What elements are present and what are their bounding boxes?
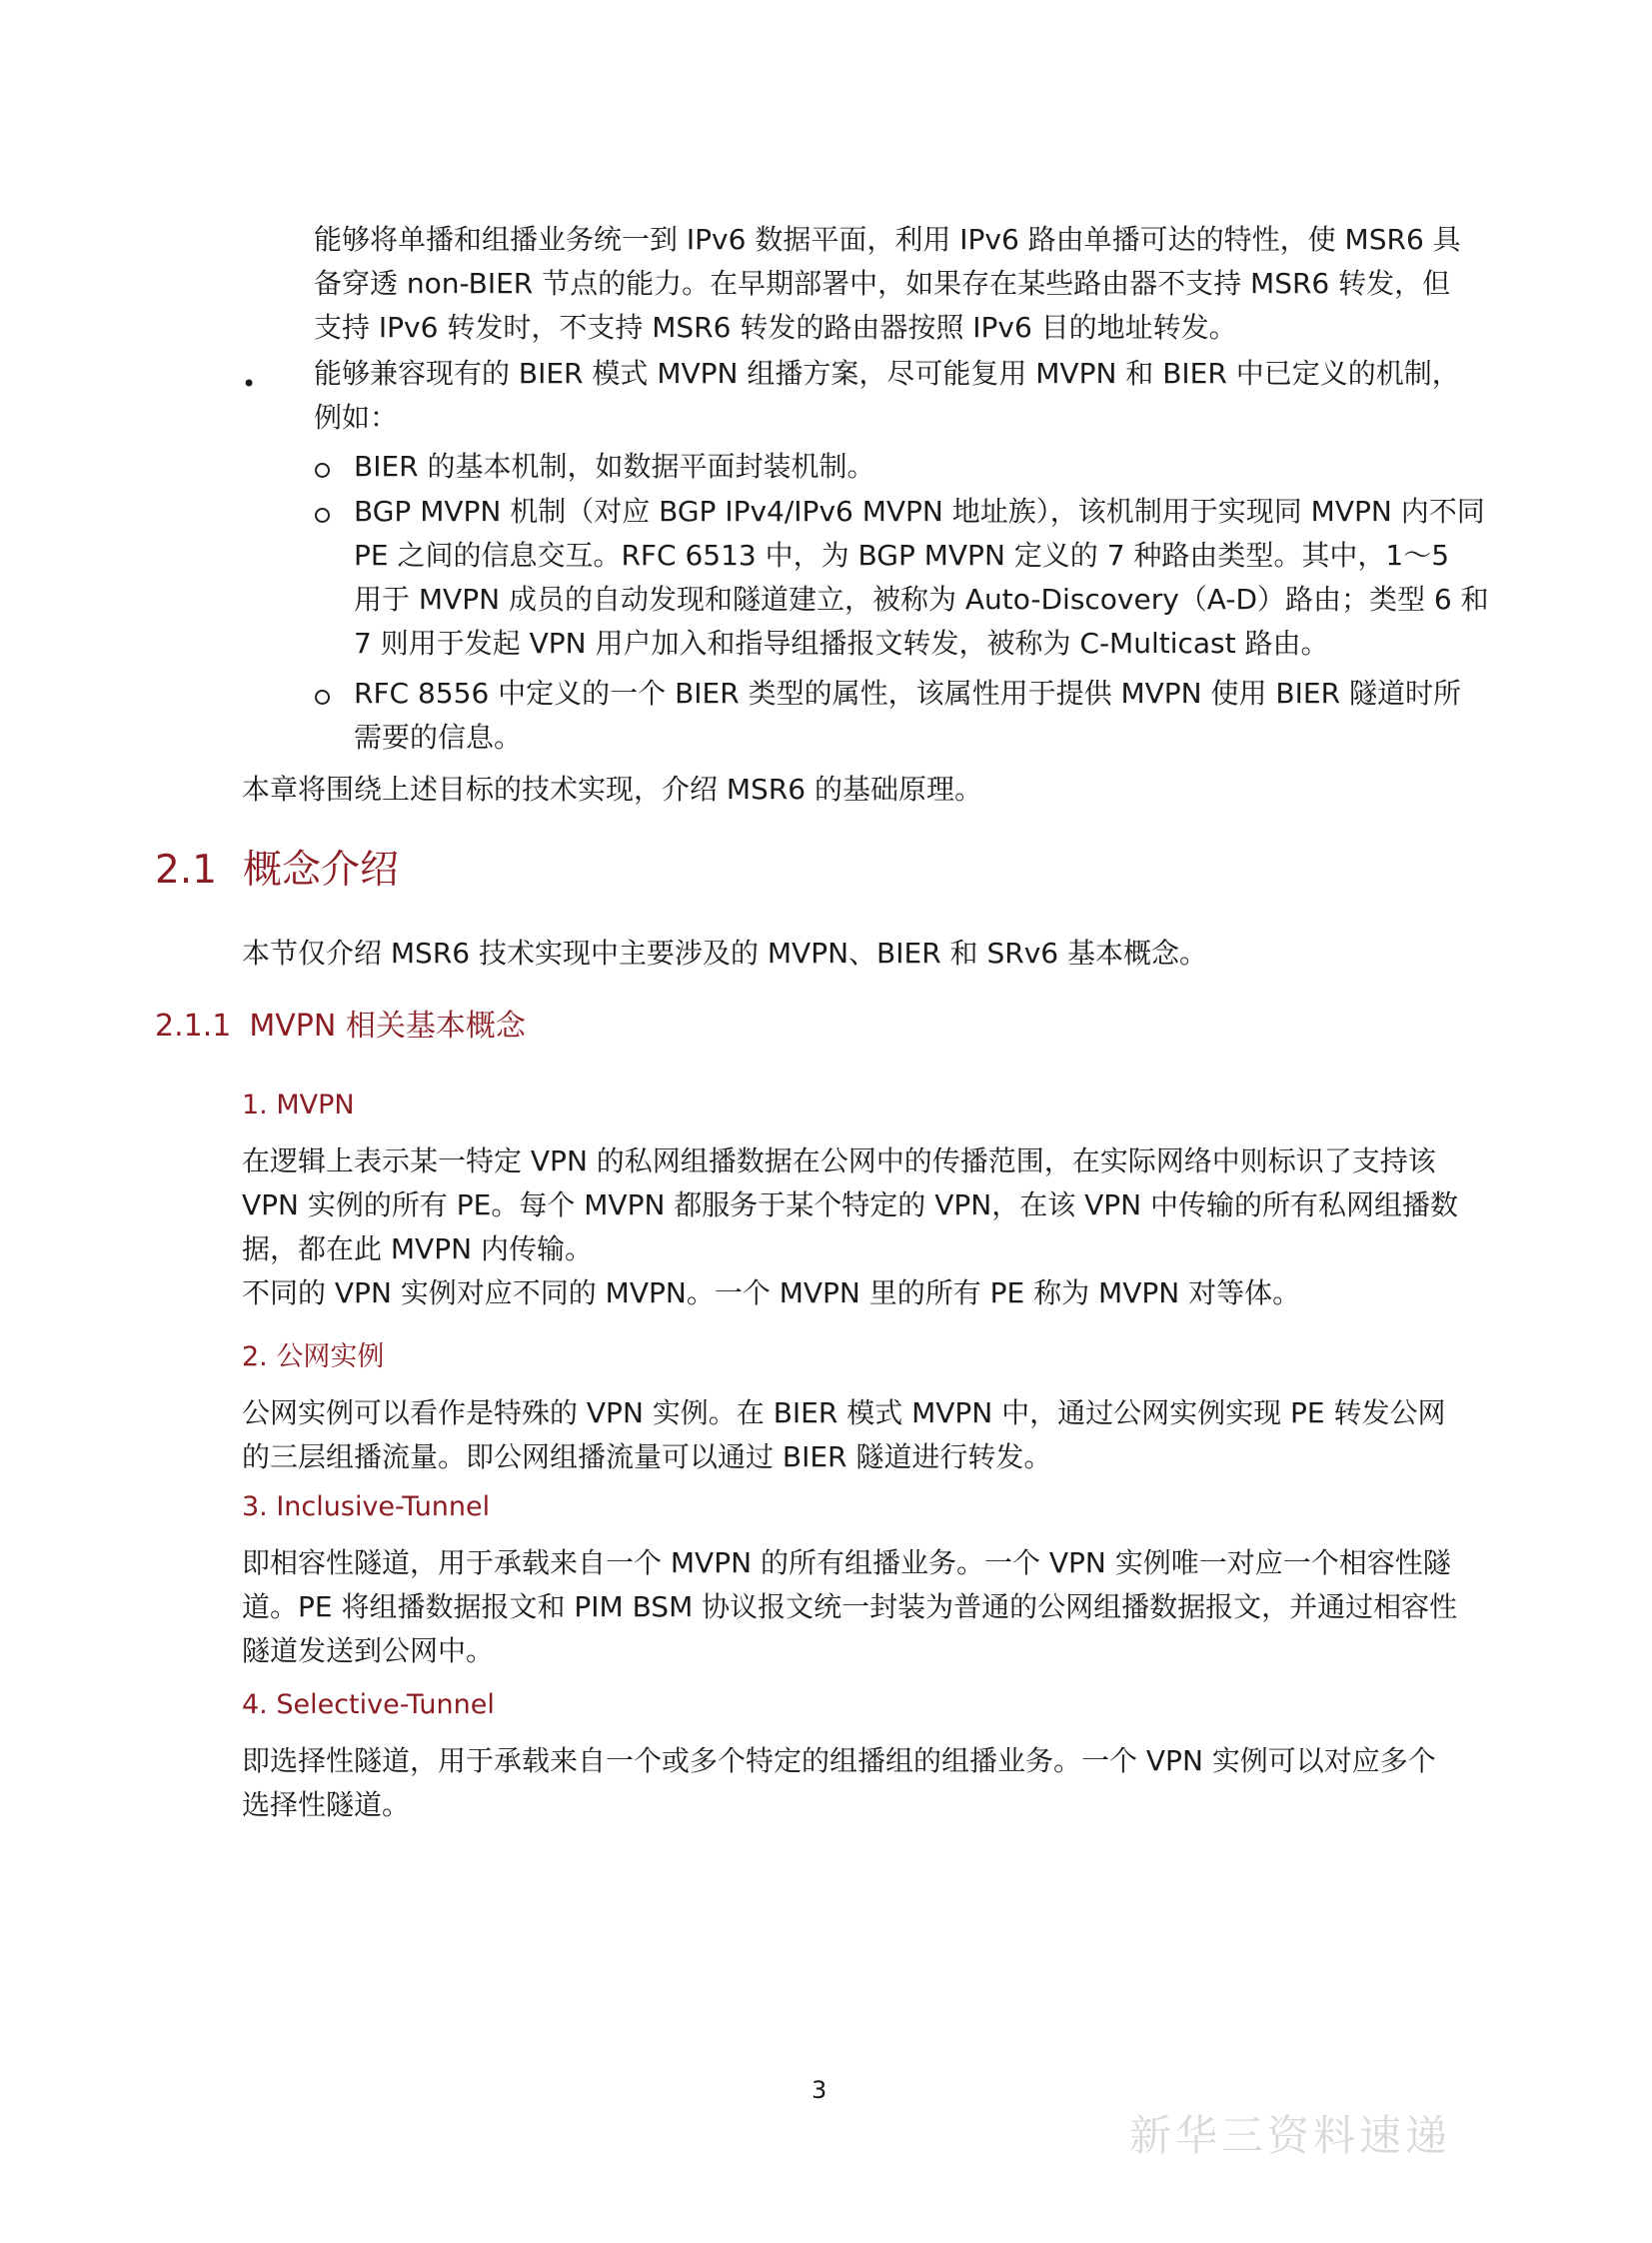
text-line: 的三层组播流量。即公网组播流量可以通过 BIER 隧道进行转发。 — [242, 1440, 1052, 1473]
text-line: 据，都在此 MVPN 内传输。 — [242, 1232, 593, 1265]
watermark: 新华三资料速递 — [1129, 2111, 1452, 2160]
text-line: 即选择性隧道，用于承载来自一个或多个特定的组播组的组播业务。一个 VPN 实例可以对应多个 — [242, 1744, 1436, 1777]
section-number: 2.1 — [155, 848, 218, 893]
section-intro: 本节仅介绍 MSR6 技术实现中主要涉及的 MVPN、BIER 和 SRv6 基本概念。 — [242, 937, 1207, 970]
concept-heading: 3. Inclusive-Tunnel — [242, 1491, 491, 1522]
concept-paragraph — [242, 1739, 1436, 1827]
chapter-summary: 本章将围绕上述目标的技术实现，介绍 MSR6 的基础原理。 — [242, 773, 983, 806]
sub-item — [354, 445, 875, 489]
text-line: RFC 8556 中定义的一个 BIER 类型的属性，该属性用于提供 MVPN 使用 BIER 隧道时所 — [354, 677, 1461, 710]
sub-item — [354, 672, 1461, 760]
subsection-number: 2.1.1 — [155, 1009, 232, 1044]
text-line: 例如： — [314, 401, 399, 434]
text-line: 不同的 VPN 实例对应不同的 MVPN。一个 MVPN 里的所有 PE 称为 MVPN 对等体。 — [242, 1276, 1301, 1309]
text-line: BIER 的基本机制，如数据平面封装机制。 — [354, 450, 875, 483]
subsection-title: MVPN 相关基本概念 — [249, 1009, 526, 1044]
text-line: 支持 IPv6 转发时，不支持 MSR6 转发的路由器按照 IPv6 目的地址转发。 — [314, 311, 1237, 344]
text-line: BGP MVPN 机制（对应 BGP IPv4/IPv6 MVPN 地址族），该机制用于实现同 MVPN 内不同 — [354, 495, 1485, 528]
circle-bullet-icon — [315, 463, 330, 478]
circle-bullet-icon — [315, 508, 330, 523]
concept-heading: 2. 公网实例 — [242, 1341, 385, 1372]
bullet-marker: • — [242, 370, 257, 398]
text-line: 备穿透 non-BIER 节点的能力。在早期部署中，如果存在某些路由器不支持 MSR6 转发，但 — [314, 267, 1451, 300]
text-line: 隧道发送到公网中。 — [242, 1634, 495, 1667]
sub-item — [354, 490, 1489, 666]
bullet-item — [314, 352, 1460, 440]
text-line: 选择性隧道。 — [242, 1788, 411, 1821]
concept-paragraph — [242, 1271, 1300, 1315]
text-line: 公网实例可以看作是特殊的 VPN 实例。在 BIER 模式 MVPN 中，通过公网实例实现 PE 转发公网 — [242, 1396, 1446, 1429]
intro-paragraph — [314, 218, 1461, 350]
circle-bullet-icon — [315, 690, 330, 705]
concept-paragraph — [242, 1541, 1457, 1673]
text-line: VPN 实例的所有 PE。每个 MVPN 都服务于某个特定的 VPN，在该 VPN 中传输的所有私网组播数 — [242, 1188, 1458, 1221]
subsection-heading — [155, 1007, 526, 1047]
section-title: 概念介绍 — [243, 848, 400, 893]
concept-paragraph — [242, 1391, 1446, 1479]
concept-paragraph — [242, 1139, 1458, 1271]
text-line: 能够将单播和组播业务统一到 IPv6 数据平面，利用 IPv6 路由单播可达的特性，使 MSR6 具 — [314, 223, 1461, 256]
text-line: 即相容性隧道，用于承载来自一个 MVPN 的所有组播业务。一个 VPN 实例唯一对应一个相容性隧 — [242, 1546, 1451, 1579]
text-line: 用于 MVPN 成员的自动发现和隧道建立，被称为 Auto-Discovery（A-D）路由；类型 6 和 — [354, 583, 1489, 616]
text-line: 需要的信息。 — [354, 721, 523, 754]
text-line: PE 之间的信息交互。RFC 6513 中，为 BGP MVPN 定义的 7 种路由类型。其中，1～5 — [354, 539, 1450, 572]
section-heading — [155, 846, 399, 896]
concept-heading: 1. MVPN — [242, 1090, 355, 1121]
text-line: 在逻辑上表示某一特定 VPN 的私网组播数据在公网中的传播范围，在实际网络中则标识了支持该 — [242, 1144, 1436, 1177]
text-line: 7 则用于发起 VPN 用户加入和指导组播报文转发，被称为 C-Multicast 路由。 — [354, 627, 1329, 660]
text-line: 道。PE 将组播数据报文和 PIM BSM 协议报文统一封装为普通的公网组播数据报文，并通过相容性 — [242, 1590, 1458, 1623]
page-number: 3 — [812, 2076, 827, 2104]
concept-heading: 4. Selective-Tunnel — [242, 1689, 495, 1720]
text-line: 能够兼容现有的 BIER 模式 MVPN 组播方案，尽可能复用 MVPN 和 BIER 中已定义的机制， — [314, 357, 1460, 390]
